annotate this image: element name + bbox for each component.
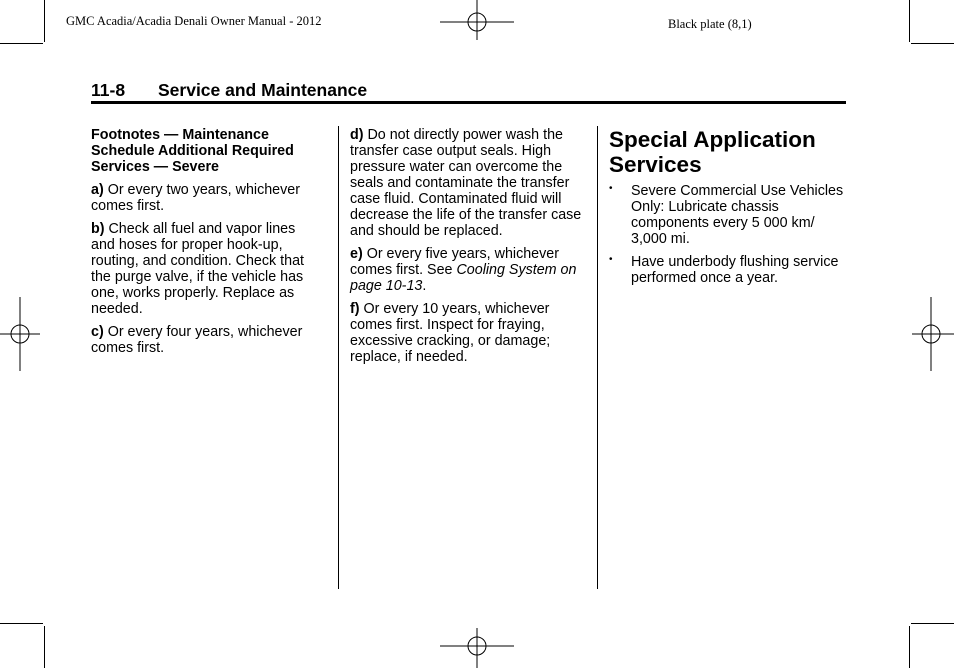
footnote-c xyxy=(91,324,319,356)
bullet-icon: • xyxy=(609,254,613,265)
crop-mark xyxy=(0,623,43,624)
crop-mark xyxy=(909,0,910,42)
footnote-f xyxy=(350,301,586,365)
list-item-text: Have underbody flushing service performed once a year. xyxy=(631,254,839,286)
registration-mark-right xyxy=(912,297,954,371)
crop-mark xyxy=(44,626,45,668)
footnote-label: b) xyxy=(91,221,105,237)
list-item xyxy=(609,254,849,286)
registration-mark-left xyxy=(0,297,40,371)
footnote-text: Or every five years, whichever comes first. See xyxy=(350,246,559,278)
cross-reference-link[interactable]: Cooling System on page 10-13 xyxy=(350,262,577,294)
registration-mark-top xyxy=(440,0,514,40)
footnote-label: e) xyxy=(350,246,363,262)
section-title: Service and Maintenance xyxy=(158,80,368,100)
crop-mark xyxy=(911,43,954,44)
bullet-icon: • xyxy=(609,183,613,194)
crop-mark xyxy=(909,626,910,668)
column-2 xyxy=(350,127,586,372)
special-services-title: Special Application Services xyxy=(609,127,816,177)
footnote-text: Or every 10 years, whichever comes first. Inspect for fraying, excessive cracking, or damage; replace, if needed. xyxy=(350,301,551,365)
crop-mark xyxy=(911,623,954,624)
list-item-text: Severe Commercial Use Vehicles Only: Lubricate chassis components every 5 000 km/ 3,000 mi. xyxy=(631,183,844,247)
footnote-text: Do not directly power wash the transfer case output seals. High pressure water can overcome the seals and contaminate the transfer case fluid. Contaminated fluid will decrease the life of the transfer case and should be replaced. xyxy=(350,127,582,239)
column-1 xyxy=(91,127,319,363)
column-3 xyxy=(609,127,849,293)
section-rule xyxy=(91,101,846,104)
footnotes-title: Footnotes — Maintenance Schedule Additional Required Services — Severe xyxy=(91,127,294,175)
footnote-label: a) xyxy=(91,182,104,198)
special-services-list xyxy=(609,183,849,286)
footnote-label: d) xyxy=(350,127,364,143)
print-header-right: Black plate (8,1) xyxy=(668,17,752,31)
column-divider xyxy=(338,126,339,589)
crop-mark xyxy=(44,0,45,42)
footnote-label: c) xyxy=(91,324,104,340)
footnote-text-end: . xyxy=(422,278,427,294)
footnote-d xyxy=(350,127,586,239)
crop-mark xyxy=(0,43,43,44)
column-divider xyxy=(597,126,598,589)
footnote-label: f) xyxy=(350,301,360,317)
registration-mark-bottom xyxy=(440,628,514,668)
section-number: 11-8 xyxy=(91,80,126,100)
footnote-b xyxy=(91,221,319,317)
print-header-left: GMC Acadia/Acadia Denali Owner Manual - 2012 xyxy=(66,14,322,28)
list-item xyxy=(609,183,849,247)
footnote-e xyxy=(350,246,586,294)
footnote-text: Check all fuel and vapor lines and hoses for proper hook-up, routing, and condition. Check that the purge valve, if the vehicle has one, works properly. Replace as needed. xyxy=(91,221,305,317)
footnote-text: Or every two years, whichever comes first. xyxy=(91,182,300,214)
footnote-text: Or every four years, whichever comes first. xyxy=(91,324,303,356)
footnote-a xyxy=(91,182,319,214)
section-header xyxy=(91,80,367,101)
